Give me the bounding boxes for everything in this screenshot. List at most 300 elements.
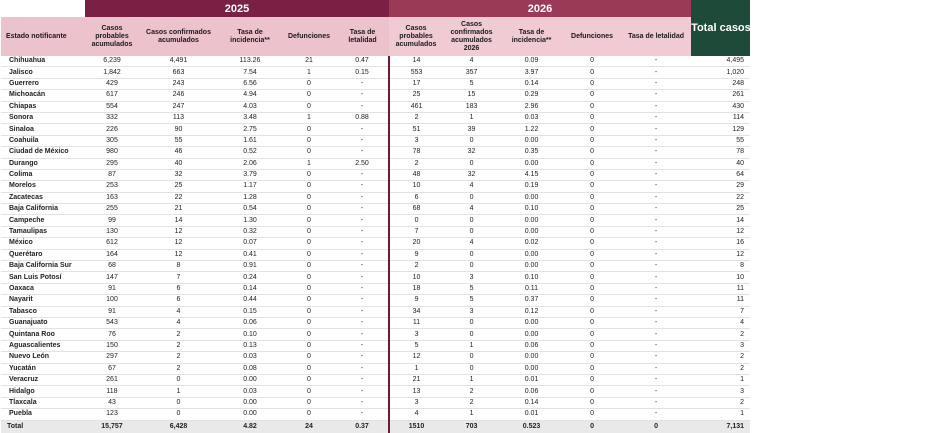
cell-estado: Tamaulipas (1, 226, 85, 237)
cell-tasa-letalidad-2025: 0.15 (336, 67, 389, 78)
table-row (1, 317, 750, 328)
cell-estado: Aguascalientes (1, 340, 85, 351)
cell-probables-2025: 6,239 (85, 56, 139, 67)
cell-total-acumulado: 2 (691, 363, 750, 374)
cell-confirmados-2025: 4 (139, 306, 218, 317)
cell-defunciones-2025: 0 (282, 226, 336, 237)
cell-tasa-incidencia-2026: 0.10 (500, 272, 563, 283)
cell-tasa-letalidad-2026: - (621, 306, 691, 317)
cell-defunciones-2025: 0 (282, 386, 336, 397)
cell-probables-2025: 1,842 (85, 67, 139, 78)
cell-estado: Querétaro (1, 249, 85, 260)
cell-tasa-incidencia-2025: 4.03 (218, 101, 282, 112)
cell-probables-2025: 429 (85, 78, 139, 89)
cell-tasa-letalidad-2025: - (336, 101, 389, 112)
cell-defunciones-2026: 0 (563, 90, 621, 101)
cell-probables-2026: 5 (389, 340, 443, 351)
col-2026-probables: Casos probables acumulados (389, 17, 443, 56)
cell-probables-2025: 297 (85, 352, 139, 363)
cell-probables-2026: 3 (389, 329, 443, 340)
cell-tasa-incidencia-2025: 0.00 (218, 409, 282, 420)
cell-tasa-letalidad-2025: - (336, 374, 389, 385)
col-2025-probables: Casos probables acumulados (85, 17, 139, 56)
total-row (1, 420, 750, 433)
cell-tasa-letalidad-2025: - (336, 169, 389, 180)
cell-tasa-incidencia-2026: 0.00 (500, 317, 563, 328)
cell-estado: Yucatán (1, 363, 85, 374)
cell-tasa-incidencia-2026: 0.35 (500, 147, 563, 158)
cell-total-acumulado: 12 (691, 249, 750, 260)
cell-probables-2026: 51 (389, 124, 443, 135)
cell-probables-2026: 78 (389, 147, 443, 158)
cell-probables-2025: 253 (85, 181, 139, 192)
cell-tasa-incidencia-2025: 6.56 (218, 78, 282, 89)
cell-tasa-letalidad-2026: - (621, 363, 691, 374)
cell-tasa-incidencia-2026: 0.00 (500, 135, 563, 146)
estado-column-header: Estado notificante (1, 17, 85, 56)
cell-confirmados-2025: 12 (139, 238, 218, 249)
cell-tasa-letalidad-2025: - (336, 204, 389, 215)
cell-estado: Baja California Sur (1, 261, 85, 272)
cell-defunciones-2026: 0 (563, 135, 621, 146)
cell-tasa-letalidad-2025: - (336, 192, 389, 203)
cell-confirmados-2026: 15 (443, 90, 500, 101)
cell-confirmados-2026: 1 (443, 112, 500, 123)
cell-tasa-incidencia-2026: 2.96 (500, 101, 563, 112)
cell-confirmados-2025: 32 (139, 169, 218, 180)
cell-probables-2025: 91 (85, 306, 139, 317)
total-cell: 0 (621, 420, 691, 433)
cell-estado: Coahuila (1, 135, 85, 146)
cell-total-acumulado: 55 (691, 135, 750, 146)
cell-confirmados-2026: 4 (443, 238, 500, 249)
cell-defunciones-2025: 0 (282, 249, 336, 260)
cell-defunciones-2026: 0 (563, 386, 621, 397)
cell-tasa-letalidad-2026: - (621, 135, 691, 146)
cell-defunciones-2026: 0 (563, 397, 621, 408)
cell-confirmados-2026: 0 (443, 317, 500, 328)
cell-tasa-incidencia-2026: 0.06 (500, 340, 563, 351)
table-row (1, 295, 750, 306)
cell-confirmados-2025: 246 (139, 90, 218, 101)
cell-estado: Ciudad de México (1, 147, 85, 158)
cell-confirmados-2026: 1 (443, 374, 500, 385)
cell-probables-2026: 20 (389, 238, 443, 249)
cell-tasa-incidencia-2026: 0.01 (500, 374, 563, 385)
cell-defunciones-2026: 0 (563, 204, 621, 215)
cell-total-acumulado: 64 (691, 169, 750, 180)
cell-defunciones-2026: 0 (563, 56, 621, 67)
cell-tasa-letalidad-2026: - (621, 283, 691, 294)
cell-defunciones-2025: 1 (282, 158, 336, 169)
cell-tasa-letalidad-2026: - (621, 272, 691, 283)
cell-tasa-incidencia-2025: 0.15 (218, 306, 282, 317)
cell-tasa-incidencia-2025: 0.32 (218, 226, 282, 237)
cell-confirmados-2025: 2 (139, 363, 218, 374)
table-row (1, 101, 750, 112)
cell-tasa-letalidad-2025: - (336, 78, 389, 89)
cell-tasa-letalidad-2025: - (336, 261, 389, 272)
table-row (1, 226, 750, 237)
cell-confirmados-2026: 0 (443, 226, 500, 237)
cell-defunciones-2026: 0 (563, 101, 621, 112)
cell-tasa-incidencia-2026: 0.00 (500, 363, 563, 374)
cell-estado: Durango (1, 158, 85, 169)
cell-confirmados-2025: 46 (139, 147, 218, 158)
cell-tasa-letalidad-2025: - (336, 226, 389, 237)
cell-total-acumulado: 29 (691, 181, 750, 192)
cell-probables-2026: 11 (389, 317, 443, 328)
cell-confirmados-2026: 0 (443, 261, 500, 272)
cell-probables-2025: 150 (85, 340, 139, 351)
cell-probables-2025: 87 (85, 169, 139, 180)
cell-confirmados-2025: 14 (139, 215, 218, 226)
cell-tasa-letalidad-2025: - (336, 363, 389, 374)
cell-defunciones-2025: 0 (282, 90, 336, 101)
cell-probables-2026: 4 (389, 409, 443, 420)
cell-defunciones-2026: 0 (563, 329, 621, 340)
cell-tasa-incidencia-2025: 1.61 (218, 135, 282, 146)
table-row (1, 409, 750, 420)
cell-total-acumulado: 8 (691, 261, 750, 272)
cell-tasa-letalidad-2025: - (336, 317, 389, 328)
cell-probables-2026: 48 (389, 169, 443, 180)
cell-tasa-incidencia-2026: 0.00 (500, 261, 563, 272)
cell-defunciones-2026: 0 (563, 374, 621, 385)
table-row (1, 363, 750, 374)
cell-estado: Chihuahua (1, 56, 85, 67)
cell-confirmados-2025: 4,491 (139, 56, 218, 67)
cell-confirmados-2025: 90 (139, 124, 218, 135)
cell-confirmados-2025: 4 (139, 317, 218, 328)
cell-tasa-letalidad-2025: - (336, 386, 389, 397)
table-row (1, 272, 750, 283)
cell-tasa-letalidad-2026: - (621, 101, 691, 112)
cell-tasa-incidencia-2026: 0.00 (500, 226, 563, 237)
cell-tasa-incidencia-2025: 0.00 (218, 397, 282, 408)
table-row (1, 249, 750, 260)
cell-tasa-incidencia-2026: 0.29 (500, 90, 563, 101)
cell-total-acumulado: 11 (691, 295, 750, 306)
cell-confirmados-2026: 0 (443, 158, 500, 169)
cell-total-acumulado: 11 (691, 283, 750, 294)
cell-total-acumulado: 10 (691, 272, 750, 283)
col-2025-defunciones: Defunciones (282, 17, 336, 56)
cell-probables-2025: 332 (85, 112, 139, 123)
cell-defunciones-2026: 0 (563, 158, 621, 169)
cell-probables-2026: 2 (389, 112, 443, 123)
cell-probables-2025: 261 (85, 374, 139, 385)
cell-estado: Colima (1, 169, 85, 180)
col-2026-tasa-incidencia: Tasa de incidencia** (500, 17, 563, 56)
cell-probables-2026: 12 (389, 352, 443, 363)
table-row (1, 78, 750, 89)
cell-confirmados-2025: 25 (139, 181, 218, 192)
cell-probables-2025: 305 (85, 135, 139, 146)
cell-probables-2026: 17 (389, 78, 443, 89)
cell-estado: Sinaloa (1, 124, 85, 135)
cell-probables-2025: 43 (85, 397, 139, 408)
cell-tasa-incidencia-2025: 2.75 (218, 124, 282, 135)
cell-total-acumulado: 261 (691, 90, 750, 101)
total-cell: 0.523 (500, 420, 563, 433)
cell-probables-2026: 1 (389, 363, 443, 374)
cell-tasa-incidencia-2025: 0.54 (218, 204, 282, 215)
cell-defunciones-2026: 0 (563, 306, 621, 317)
table-row (1, 352, 750, 363)
cell-confirmados-2025: 1 (139, 386, 218, 397)
cell-tasa-incidencia-2025: 0.41 (218, 249, 282, 260)
cell-defunciones-2026: 0 (563, 181, 621, 192)
cell-tasa-incidencia-2026: 0.00 (500, 158, 563, 169)
cell-tasa-incidencia-2026: 0.00 (500, 192, 563, 203)
cell-defunciones-2025: 0 (282, 295, 336, 306)
cell-tasa-letalidad-2026: - (621, 215, 691, 226)
cell-tasa-incidencia-2025: 0.03 (218, 386, 282, 397)
col-2026-confirmados: Casos confirmados acumulados 2026 (443, 17, 500, 56)
cell-tasa-incidencia-2025: 0.52 (218, 147, 282, 158)
cell-probables-2026: 21 (389, 374, 443, 385)
cell-probables-2025: 130 (85, 226, 139, 237)
cell-tasa-letalidad-2025: 0.88 (336, 112, 389, 123)
cell-tasa-incidencia-2025: 0.91 (218, 261, 282, 272)
cell-tasa-letalidad-2026: - (621, 226, 691, 237)
cell-estado: Guanajuato (1, 317, 85, 328)
cell-tasa-letalidad-2026: - (621, 386, 691, 397)
cell-defunciones-2026: 0 (563, 78, 621, 89)
cell-tasa-letalidad-2025: - (336, 295, 389, 306)
cell-confirmados-2026: 0 (443, 249, 500, 260)
cell-defunciones-2026: 0 (563, 67, 621, 78)
cell-tasa-letalidad-2025: - (336, 249, 389, 260)
cell-tasa-letalidad-2026: - (621, 158, 691, 169)
cell-estado: San Luis Potosí (1, 272, 85, 283)
cell-estado: Baja California (1, 204, 85, 215)
cell-confirmados-2026: 2 (443, 397, 500, 408)
cell-estado: Nuevo León (1, 352, 85, 363)
total-cell: 0 (563, 420, 621, 433)
cell-tasa-letalidad-2026: - (621, 169, 691, 180)
cell-probables-2026: 10 (389, 272, 443, 283)
cell-confirmados-2026: 0 (443, 192, 500, 203)
cell-defunciones-2026: 0 (563, 215, 621, 226)
cell-estado: Quintana Roo (1, 329, 85, 340)
table-row (1, 112, 750, 123)
cell-total-acumulado: 1,020 (691, 67, 750, 78)
table-row (1, 386, 750, 397)
cell-total-acumulado: 129 (691, 124, 750, 135)
table-row (1, 147, 750, 158)
cell-probables-2026: 6 (389, 192, 443, 203)
cell-tasa-letalidad-2026: - (621, 340, 691, 351)
cell-confirmados-2025: 22 (139, 192, 218, 203)
cell-tasa-incidencia-2025: 1.17 (218, 181, 282, 192)
cell-defunciones-2025: 0 (282, 363, 336, 374)
year-2025-header: 2025 (85, 0, 389, 17)
cell-defunciones-2025: 21 (282, 56, 336, 67)
cell-tasa-incidencia-2026: 0.06 (500, 386, 563, 397)
table-body (1, 56, 750, 420)
cell-probables-2026: 9 (389, 249, 443, 260)
cell-tasa-letalidad-2025: - (336, 238, 389, 249)
cell-tasa-letalidad-2026: - (621, 352, 691, 363)
cell-tasa-incidencia-2026: 0.37 (500, 295, 563, 306)
cell-total-acumulado: 16 (691, 238, 750, 249)
col-2025-tasa-incidencia: Tasa de incidencia** (218, 17, 282, 56)
cell-tasa-letalidad-2026: - (621, 295, 691, 306)
cell-tasa-incidencia-2025: 0.44 (218, 295, 282, 306)
table-row (1, 329, 750, 340)
cell-total-acumulado: 114 (691, 112, 750, 123)
cell-estado: Morelos (1, 181, 85, 192)
cell-defunciones-2025: 0 (282, 261, 336, 272)
total-column-header: Total casos confirmados acumulados 2025-2026 (691, 0, 750, 56)
cell-probables-2026: 18 (389, 283, 443, 294)
cell-tasa-incidencia-2026: 0.00 (500, 215, 563, 226)
cell-defunciones-2026: 0 (563, 409, 621, 420)
cell-defunciones-2026: 0 (563, 238, 621, 249)
cell-tasa-letalidad-2025: - (336, 215, 389, 226)
cell-estado: Jalisco (1, 67, 85, 78)
cell-tasa-incidencia-2025: 113.26 (218, 56, 282, 67)
cell-defunciones-2025: 0 (282, 306, 336, 317)
cell-confirmados-2025: 12 (139, 249, 218, 260)
cell-probables-2026: 7 (389, 226, 443, 237)
cell-defunciones-2025: 0 (282, 409, 336, 420)
cell-probables-2025: 67 (85, 363, 139, 374)
cell-confirmados-2025: 243 (139, 78, 218, 89)
cell-tasa-incidencia-2025: 0.13 (218, 340, 282, 351)
table-row (1, 238, 750, 249)
cell-defunciones-2025: 0 (282, 169, 336, 180)
total-cell: 0.37 (336, 420, 389, 433)
cell-tasa-letalidad-2025: 2.50 (336, 158, 389, 169)
cell-tasa-incidencia-2025: 0.14 (218, 283, 282, 294)
col-2025-confirmados: Casos confirmados acumulados (139, 17, 218, 56)
cell-defunciones-2026: 0 (563, 340, 621, 351)
cell-defunciones-2026: 0 (563, 295, 621, 306)
cell-tasa-letalidad-2026: - (621, 112, 691, 123)
cell-total-acumulado: 3 (691, 340, 750, 351)
cell-defunciones-2025: 0 (282, 124, 336, 135)
table-row (1, 397, 750, 408)
cell-tasa-incidencia-2026: 0.00 (500, 352, 563, 363)
cell-confirmados-2026: 357 (443, 67, 500, 78)
cell-defunciones-2025: 0 (282, 135, 336, 146)
cell-confirmados-2025: 0 (139, 374, 218, 385)
cell-tasa-letalidad-2026: - (621, 374, 691, 385)
cell-tasa-incidencia-2025: 1.30 (218, 215, 282, 226)
cell-tasa-incidencia-2025: 1.28 (218, 192, 282, 203)
cell-estado: Sonora (1, 112, 85, 123)
cell-tasa-letalidad-2026: - (621, 329, 691, 340)
cell-probables-2025: 980 (85, 147, 139, 158)
cell-confirmados-2026: 3 (443, 306, 500, 317)
cell-defunciones-2025: 0 (282, 215, 336, 226)
cell-probables-2025: 543 (85, 317, 139, 328)
cell-confirmados-2025: 0 (139, 397, 218, 408)
cell-defunciones-2025: 0 (282, 192, 336, 203)
cell-estado: Zacatecas (1, 192, 85, 203)
cell-tasa-letalidad-2025: - (336, 306, 389, 317)
cell-probables-2026: 0 (389, 215, 443, 226)
cell-tasa-incidencia-2026: 0.14 (500, 78, 563, 89)
cell-tasa-incidencia-2026: 0.14 (500, 397, 563, 408)
cell-probables-2026: 25 (389, 90, 443, 101)
table-row (1, 158, 750, 169)
cell-confirmados-2025: 6 (139, 295, 218, 306)
table-row (1, 135, 750, 146)
table-row (1, 67, 750, 78)
cell-tasa-incidencia-2026: 0.01 (500, 409, 563, 420)
table-row (1, 192, 750, 203)
cell-total-acumulado: 2 (691, 397, 750, 408)
cell-total-acumulado: 248 (691, 78, 750, 89)
cell-total-acumulado: 4 (691, 317, 750, 328)
cell-tasa-incidencia-2025: 0.06 (218, 317, 282, 328)
cell-defunciones-2025: 0 (282, 238, 336, 249)
cell-probables-2025: 118 (85, 386, 139, 397)
cell-probables-2026: 3 (389, 397, 443, 408)
cell-defunciones-2025: 0 (282, 397, 336, 408)
cell-tasa-letalidad-2026: - (621, 90, 691, 101)
cell-defunciones-2025: 0 (282, 317, 336, 328)
cell-confirmados-2025: 113 (139, 112, 218, 123)
table-row (1, 283, 750, 294)
cell-tasa-incidencia-2025: 2.06 (218, 158, 282, 169)
cell-defunciones-2025: 0 (282, 283, 336, 294)
cell-estado: Hidalgo (1, 386, 85, 397)
cell-probables-2026: 34 (389, 306, 443, 317)
cell-tasa-letalidad-2026: - (621, 67, 691, 78)
total-cell: 6,428 (139, 420, 218, 433)
cell-defunciones-2025: 1 (282, 67, 336, 78)
cell-tasa-letalidad-2025: - (336, 147, 389, 158)
cell-defunciones-2025: 0 (282, 78, 336, 89)
cell-tasa-letalidad-2026: - (621, 261, 691, 272)
cell-estado: Tlaxcala (1, 397, 85, 408)
cell-total-acumulado: 25 (691, 204, 750, 215)
cell-tasa-letalidad-2025: - (336, 181, 389, 192)
cell-tasa-letalidad-2025: - (336, 283, 389, 294)
cell-confirmados-2026: 3 (443, 272, 500, 283)
cell-confirmados-2026: 32 (443, 169, 500, 180)
table-row (1, 204, 750, 215)
total-label: Total (1, 420, 85, 433)
cell-total-acumulado: 78 (691, 147, 750, 158)
cell-tasa-letalidad-2026: - (621, 181, 691, 192)
cell-estado: Guerrero (1, 78, 85, 89)
cell-defunciones-2026: 0 (563, 226, 621, 237)
table-row (1, 215, 750, 226)
cell-confirmados-2026: 5 (443, 283, 500, 294)
cell-defunciones-2025: 0 (282, 272, 336, 283)
table-row (1, 169, 750, 180)
table-row (1, 181, 750, 192)
cell-defunciones-2025: 0 (282, 147, 336, 158)
cell-confirmados-2026: 4 (443, 181, 500, 192)
col-2025-tasa-letalidad: Tasa de letalidad (336, 17, 389, 56)
table-row (1, 374, 750, 385)
cell-probables-2026: 3 (389, 135, 443, 146)
cell-probables-2025: 612 (85, 238, 139, 249)
cell-tasa-incidencia-2026: 0.11 (500, 283, 563, 294)
cell-confirmados-2026: 0 (443, 135, 500, 146)
cell-tasa-letalidad-2025: - (336, 272, 389, 283)
cell-estado: Chiapas (1, 101, 85, 112)
total-cell: 7,131 (691, 420, 750, 433)
year-2026-header: 2026 (389, 0, 691, 17)
